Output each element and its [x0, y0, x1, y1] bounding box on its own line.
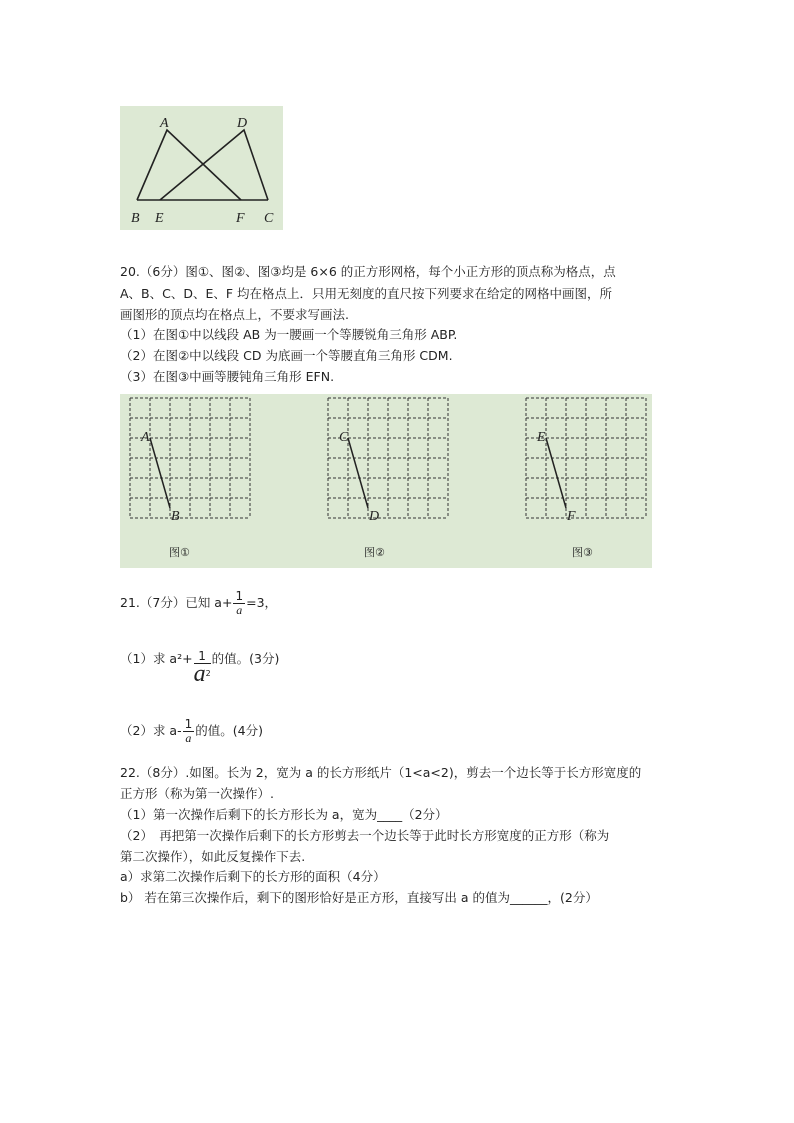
q22-line-1: 22.（8分）.如图。长为 2，宽为 a 的长方形纸片（1<a<2)，剪去一个边长等于长方形宽度的	[120, 765, 642, 780]
q22-line-6: a）求第二次操作后剩下的长方形的面积（4分）	[120, 869, 386, 884]
q21-frac-den: a	[236, 603, 243, 617]
label-D: D	[237, 116, 248, 131]
q21-intro-b: =3，	[246, 595, 278, 610]
q21-intro	[120, 590, 277, 617]
grid-2-top-label: C	[339, 430, 349, 445]
label-B: B	[131, 211, 140, 226]
label-C: C	[264, 211, 274, 226]
q21-p2-a: （2）求 a-	[120, 723, 182, 738]
q22-line-4: （2） 再把第一次操作后剩下的长方形剪去一个边长等于此时长方形宽度的正方形（称为	[120, 828, 610, 843]
q22-line-2: 正方形（称为第一次操作）.	[120, 786, 274, 801]
grid-figures	[120, 394, 652, 568]
grid-3-caption: 图③	[572, 546, 593, 559]
q21-p1-b: 的值。(3分)	[211, 651, 280, 666]
q20-line-1: 20.（6分）图①、图②、图③均是 6×6 的正方形网格，每个小正方形的顶点称为格点，点	[120, 264, 616, 279]
q21-p1-a: （1）求 a²+	[120, 651, 193, 666]
q21-p2-fraction	[183, 718, 195, 745]
q21-fraction	[233, 590, 245, 617]
q20-line-6: （3）在图③中画等腰钝角三角形 EFN.	[120, 369, 335, 384]
label-E: E	[155, 211, 164, 226]
q21-part1	[120, 649, 280, 687]
grid-2-bottom-label: D	[369, 509, 380, 524]
grid-3	[526, 398, 646, 524]
q21-p2-b: 的值。(4分)	[195, 723, 263, 738]
grid-3-bottom-label: F	[567, 509, 576, 524]
q21-part2	[120, 718, 263, 745]
q21-p1-exp: 2	[205, 669, 211, 678]
q20-line-5: （2）在图②中以线段 CD 为底画一个等腰直角三角形 CDM.	[120, 348, 453, 363]
grid-1-caption: 图①	[169, 546, 190, 559]
grid-1	[130, 398, 250, 524]
q21-frac-num: 1	[235, 589, 244, 603]
q21-p2-den: a	[185, 731, 192, 745]
grid-2	[328, 398, 448, 524]
q22-line-7: b） 若在第三次操作后，剩下的图形恰好是正方形，直接写出 a 的值为______，(2分）	[120, 890, 598, 905]
q22-line-3: （1）第一次操作后剩下的长方形长为 a，宽为____（2分）	[120, 807, 448, 822]
grid-2-caption: 图②	[364, 546, 385, 559]
q21-intro-a: 21.（7分）已知 a+	[120, 595, 233, 610]
q22-line-5: 第二次操作），如此反复操作下去.	[120, 849, 306, 864]
grid-3-top-label: E	[537, 430, 546, 445]
q21-p1-fraction	[193, 649, 211, 687]
label-F: F	[236, 211, 245, 226]
q20-line-2: A、B、C、D、E、F 均在格点上．只用无刻度的直尺按下列要求在给定的网格中画图，所	[120, 286, 613, 301]
q21-p1-num: 1	[194, 650, 211, 664]
q20-line-4: （1）在图①中以线段 AB 为一腰画一个等腰锐角三角形 ABP.	[120, 327, 458, 342]
triangle-figure	[120, 106, 283, 230]
q20-line-3: 画图形的顶点均在格点上，不要求写画法.	[120, 307, 349, 322]
q21-p1-den: a	[193, 661, 206, 687]
grid-1-top-label: A	[141, 430, 150, 445]
q21-p2-num: 1	[184, 717, 193, 731]
grid-1-bottom-label: B	[171, 509, 180, 524]
q21-p1-den-wrap	[193, 661, 211, 687]
label-A: A	[160, 116, 169, 131]
